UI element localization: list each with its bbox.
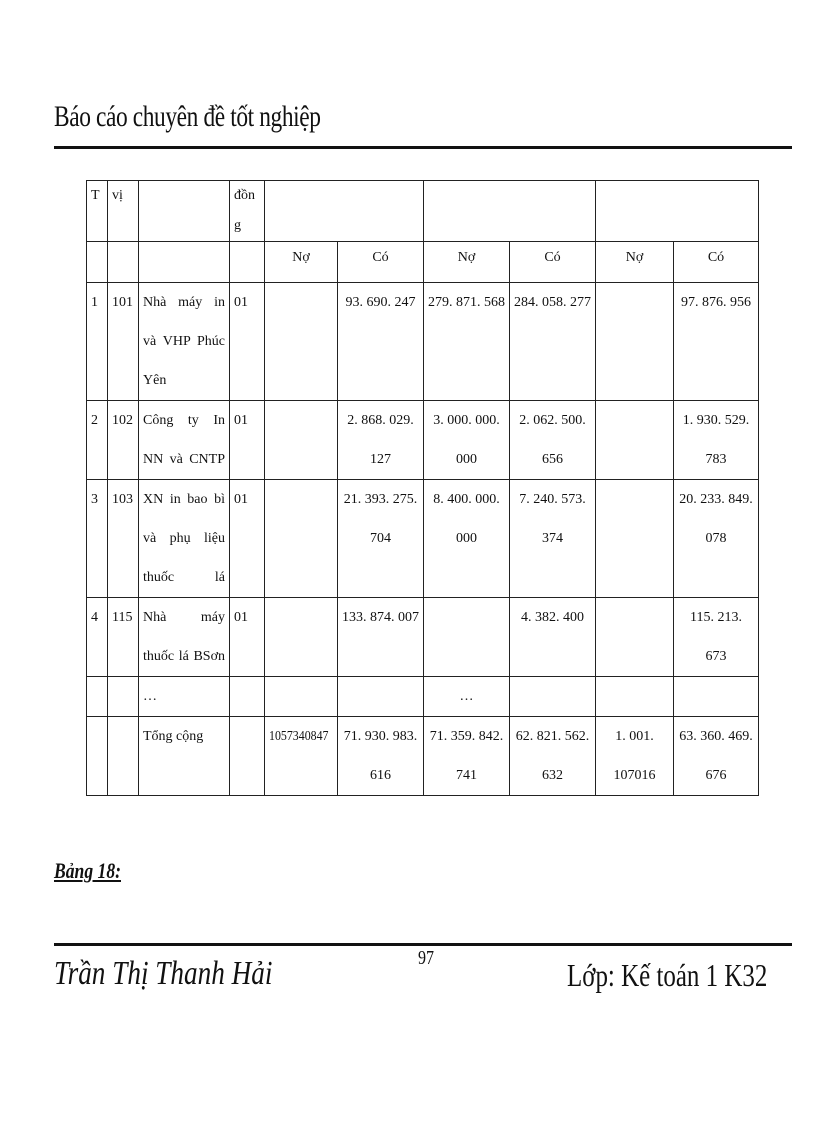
header-co: Có xyxy=(674,242,759,283)
cell-empty xyxy=(338,677,424,717)
header-cell xyxy=(230,242,265,283)
cell-total-label: Tổng cộng xyxy=(139,717,230,796)
cell-code: 102 xyxy=(108,401,139,480)
cell-value: 20. 233. 849. 078 xyxy=(674,480,759,598)
cell-value xyxy=(596,283,674,401)
cell-total-value: 63. 360. 469. 676 xyxy=(674,717,759,796)
cell-empty xyxy=(108,677,139,717)
cell-value: 1. 930. 529. 783 xyxy=(674,401,759,480)
cell-total-value: 62. 821. 562. 632 xyxy=(510,717,596,796)
page-number: 97 xyxy=(418,947,434,969)
cell-ellipsis: … xyxy=(424,677,510,717)
header-cell: T xyxy=(87,181,108,242)
cell-empty xyxy=(510,677,596,717)
cell-value: 115. 213. 673 xyxy=(674,598,759,677)
cell-empty xyxy=(230,677,265,717)
table-row xyxy=(87,283,759,401)
cell-stt: 4 xyxy=(87,598,108,677)
header-rule xyxy=(54,146,792,149)
cell-empty xyxy=(87,717,108,796)
cell-value: 21. 393. 275. 704 xyxy=(338,480,424,598)
header-cell xyxy=(424,181,596,242)
cell-value xyxy=(424,598,510,677)
cell-empty xyxy=(265,677,338,717)
table-row xyxy=(87,480,759,598)
header-cell xyxy=(108,242,139,283)
cell-value: 2. 868. 029. 127 xyxy=(338,401,424,480)
cell-empty xyxy=(230,717,265,796)
table-row-ellipsis xyxy=(87,677,759,717)
table-header-row-2 xyxy=(87,242,759,283)
header-cell: vị xyxy=(108,181,139,242)
footer-rule xyxy=(54,943,792,946)
cell-value xyxy=(265,283,338,401)
cell-value xyxy=(596,401,674,480)
cell-name: Công ty In NN và CNTP xyxy=(139,401,230,480)
page-header-title: Báo cáo chuyên đề tốt nghiệp xyxy=(54,100,321,133)
header-cell xyxy=(265,181,424,242)
cell-code: 115 xyxy=(108,598,139,677)
header-cell: đồng xyxy=(230,181,265,242)
cell-value: 3. 000. 000. 000 xyxy=(424,401,510,480)
table-caption: Bảng 18: xyxy=(54,858,121,883)
cell-value xyxy=(265,401,338,480)
table-row-total xyxy=(87,717,759,796)
cell-currency: 01 xyxy=(230,401,265,480)
footer-author: Trần Thị Thanh Hải xyxy=(54,955,273,992)
cell-value: 97. 876. 956 xyxy=(674,283,759,401)
cell-total-value: 71. 930. 983. 616 xyxy=(338,717,424,796)
cell-value xyxy=(596,480,674,598)
cell-value: 2. 062. 500. 656 xyxy=(510,401,596,480)
table-header-row-1 xyxy=(87,181,759,242)
cell-name: Nhà máy in và VHP Phúc Yên xyxy=(139,283,230,401)
header-co: Có xyxy=(510,242,596,283)
cell-code: 103 xyxy=(108,480,139,598)
header-no: Nợ xyxy=(265,242,338,283)
cell-stt: 1 xyxy=(87,283,108,401)
total-value-text: 1057340847 xyxy=(269,729,329,744)
header-cell xyxy=(596,181,759,242)
header-cell xyxy=(139,242,230,283)
cell-name: XN in bao bì và phụ liệu thuốc lá xyxy=(139,480,230,598)
cell-total-value: 1. 001. 107016 xyxy=(596,717,674,796)
header-cell xyxy=(139,181,230,242)
cell-value xyxy=(596,598,674,677)
header-no: Nợ xyxy=(596,242,674,283)
ledger-table xyxy=(86,180,759,796)
cell-value: 4. 382. 400 xyxy=(510,598,596,677)
cell-stt: 3 xyxy=(87,480,108,598)
table-row xyxy=(87,401,759,480)
cell-name: Nhà máy thuốc lá BSơn xyxy=(139,598,230,677)
cell-empty xyxy=(674,677,759,717)
cell-value: 7. 240. 573. 374 xyxy=(510,480,596,598)
cell-value: 279. 871. 568 xyxy=(424,283,510,401)
header-co: Có xyxy=(338,242,424,283)
cell-value: 133. 874. 007 xyxy=(338,598,424,677)
cell-currency: 01 xyxy=(230,283,265,401)
cell-value: 8. 400. 000. 000 xyxy=(424,480,510,598)
cell-currency: 01 xyxy=(230,480,265,598)
footer-class: Lớp: Kế toán 1 K32 xyxy=(567,957,768,993)
header-cell xyxy=(87,242,108,283)
cell-total-value: 71. 359. 842. 741 xyxy=(424,717,510,796)
cell-empty xyxy=(596,677,674,717)
cell-value: 284. 058. 277 xyxy=(510,283,596,401)
header-no: Nợ xyxy=(424,242,510,283)
cell-code: 101 xyxy=(108,283,139,401)
cell-value xyxy=(265,598,338,677)
cell-empty xyxy=(108,717,139,796)
table-row xyxy=(87,598,759,677)
cell-currency: 01 xyxy=(230,598,265,677)
cell-value xyxy=(265,480,338,598)
cell-ellipsis: … xyxy=(139,677,230,717)
cell-total-value xyxy=(265,717,338,796)
cell-empty xyxy=(87,677,108,717)
cell-stt: 2 xyxy=(87,401,108,480)
cell-value: 93. 690. 247 xyxy=(338,283,424,401)
